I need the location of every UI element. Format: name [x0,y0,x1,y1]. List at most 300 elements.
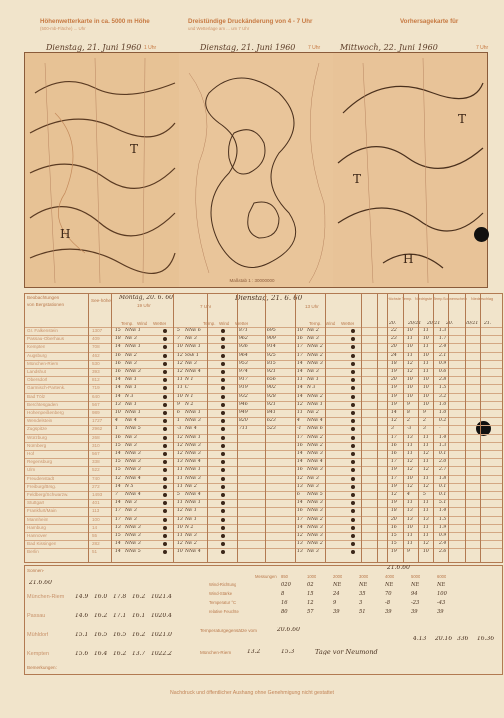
lower-station-value: 16.0 [94,594,108,600]
map3-low-symbol-1: T [353,172,362,186]
temp-1300: 16 [297,508,303,514]
wind-0700: N 1 [185,393,194,399]
wind-0700: N 2 [185,524,194,530]
min-temp: 11 [407,352,413,358]
station-name: Hamburg [27,524,46,530]
temp-day1: 16 [115,434,121,440]
map1-low-symbol: T [130,142,139,156]
min-temp: 2 [407,418,410,424]
station-name: Wendelstein [27,418,53,424]
temp-0700: 10 [177,344,183,350]
weather-symbol-icon [163,436,167,440]
wind-day1: NNE 3 [125,524,141,530]
map3-high-symbol: H [403,252,414,266]
weather-symbol-icon [163,370,167,374]
temp-day1: 15 [115,459,121,465]
station-name: Mannheim [27,516,49,522]
sunshine: 11 [423,533,429,538]
wind-1300: NNE 2 [307,541,323,547]
map-scale: Maßstab 1 : 30000000 [229,278,275,283]
temp-0700: 6 [177,410,180,415]
lower-station-value: 1022.2 [151,651,172,657]
wind-1300: NNE 2 [307,442,323,448]
lower-station-value: 1021.4 [151,594,172,600]
min-temp: 13 [407,516,413,522]
right-col-date: 20/21 [465,321,479,326]
header-forecast-time: 7 Uhr [476,45,489,51]
max-temp: 23 [391,336,397,342]
temp-day1: 15 [115,328,121,333]
wind-1300: NNE 2 [307,352,323,358]
temp-day1: 10 [115,410,121,415]
weather-symbol-icon [163,526,167,530]
station-height: 14 [92,524,98,530]
station-height: 1727 [92,418,103,424]
weather-symbol-icon [351,460,355,464]
right-col-date: 20/21 [427,321,441,326]
weather-symbol-icon [351,485,355,489]
min-temp: 11 [407,451,413,456]
day2-time1: 7 Uhr [200,304,212,309]
lower-station-value: 1021.0 [151,632,172,638]
twilight: 16.36 [477,636,495,642]
map-upper-air-drawing [25,53,179,287]
weather-symbol-icon [351,452,355,456]
met-height-header: 5000 [411,574,421,579]
munich-value-1: 13.2 [247,649,261,655]
temp-day1: 1 [115,426,118,432]
temp-day1: 14 [115,451,121,456]
met-value: 020 [281,582,291,588]
met-value: 12 [307,600,314,606]
station-name: Landshut [27,369,46,374]
pressure-station: 932 [239,393,248,399]
weather-symbol-icon [221,362,225,366]
lower-station-value: 15.6 [75,651,89,657]
met-value: 3 [359,600,363,606]
temp-1300: 17 [297,344,303,350]
min-temp: -3 [407,426,412,432]
sub-header: Wind [137,321,148,326]
header-pressure-date: Dienstag, 21. Juni 1960 [200,43,296,52]
temp-day1: 14 [115,385,121,391]
met-height-header: 4000 [385,574,395,579]
temp-1300: 13 [297,483,303,489]
station-height: 409 [92,336,100,342]
right-col-date: 20/21 [408,321,422,326]
header-pressure-change [188,18,338,52]
max-temp: 19 [391,500,397,506]
met-height-header: 1000 [307,574,317,579]
temp-1300: 11 [297,377,303,383]
pressure-station: 953 [239,360,248,366]
max-temp: 15 [391,533,397,538]
wind-0700: NNE 1 [185,467,201,473]
wind-0700: NE 2 [185,483,197,489]
precipitation: 1.0 [439,401,447,407]
sunrise: 4.13 [413,636,427,642]
precipitation: 0.9 [439,533,447,538]
sunshine: 11 [423,360,429,366]
wind-day1: NE 1 [125,401,137,407]
sunshine: 13 [423,516,429,522]
weather-symbol-icon [163,550,167,554]
met-value: 94 [411,591,418,597]
col-station-sub: von Bergstationen [27,302,65,307]
pressure-station: 919 [239,385,248,391]
weather-symbol-icon [351,550,355,554]
met-value: NE [411,582,420,588]
station-height: 989 [92,410,100,415]
wind-0700: NNE 6 [185,328,201,333]
temp-1300: 14 [297,459,303,465]
min-temp: 10 [407,328,413,333]
sunshine: 11 [423,500,429,506]
temp-day1: 15 [115,467,121,473]
station-name: Hohenpeißenberg [27,410,64,415]
temp-day1: 12 [115,475,121,481]
lower-date: 21.6.60 [29,580,52,586]
lower-left-title: Sonnen- [27,568,45,573]
temp-date: 20.6.60 [277,627,300,633]
temp-0700: 11 [177,500,183,506]
met-value: NE [333,582,342,588]
sub-header: Wetter [341,321,355,326]
sunshine: 2 [423,418,426,424]
wind-day1: NE 3 [125,360,137,366]
wind-0700: C [185,385,189,391]
station-height: 272 [92,483,100,489]
met-height-header: 6000 [437,574,447,579]
temp-0700: 11 [177,377,183,383]
sub-header: Wind [325,321,336,326]
station-height: 113 [92,508,100,514]
temp-0700: 11 [177,533,183,538]
met-date: 21.6.60 [387,565,410,571]
temp-0700: 5 [177,328,180,333]
min-temp: 9 [407,549,410,555]
sunshine: 3 [423,426,426,432]
temp-day1: 17 [115,516,121,522]
weather-symbol-icon [163,386,167,390]
temp-1300: 14 [297,500,303,506]
weather-symbol-icon [163,419,167,423]
sunshine: 11 [423,344,429,350]
met-value: 15 [307,591,314,597]
precipitation: 5.1 [439,500,447,506]
weather-symbol-icon [351,518,355,522]
max-temp: 15 [391,541,397,547]
wind-1300: NNE 2 [307,434,323,440]
wind-day1: NNE 3 [125,451,141,456]
lower-station-value: 16.5 [113,632,127,638]
temp-1300: 4 [297,418,300,424]
met-row-label: Temperatur °C [209,600,237,605]
met-value: 39 [411,609,418,615]
temp-day1: 14 [115,549,121,555]
temp-1300: 6 [297,492,300,497]
temp-1300: 14 [297,360,303,366]
sub-header: Temp. [203,321,216,326]
map-upper-air [25,53,180,287]
met-value: NE [437,582,446,588]
wind-1300: NNE 2 [307,344,323,350]
header-upper-air-date: Dienstag, 21. Juni 1960 [46,43,142,52]
min-temp: 12 [407,360,413,366]
precipitation: 0.9 [439,360,447,366]
temp-1300: 14 [297,524,303,530]
wind-1300: NE 1 [307,377,319,383]
pressure-height: 902 [267,385,276,391]
sunshine: 11 [423,369,429,374]
met-value: 9 [333,600,337,606]
min-temp: 10 [407,393,413,399]
right-header: Niederschlag [471,297,494,301]
station-height: 640 [92,393,100,399]
wind-1300: NNE 6 [307,426,323,432]
weather-symbol-icon [351,411,355,415]
station-height: 740 [92,475,100,481]
wind-0700: NNE 4 [185,369,201,374]
temp-label: Temperaturgegensätze vom [200,628,257,633]
max-temp: 17 [391,475,397,481]
min-temp: 9 [407,401,410,407]
min-temp: 10 [407,377,413,383]
header-upper-air-sub: (500-mb-Fläche) ... Uhr [40,26,86,32]
weather-symbol-icon [221,329,225,333]
munich-label: München-Riem [200,650,232,655]
temp-0700: 12 [177,442,183,448]
temp-0700: 12 [177,434,183,440]
temp-0700: 12 [177,508,183,514]
day2-title: Dienstag, 21. 6. 60 [235,295,303,301]
temp-1300: 14 [297,393,303,399]
min-temp: 12 [407,483,413,489]
weather-symbol-icon [221,542,225,546]
header-pressure-time: 7 Uhr [308,45,321,51]
weather-symbol-icon [163,329,167,333]
min-temp: 11 [407,533,413,538]
wind-1300: NNE 2 [307,393,323,399]
sunshine: 11 [423,442,429,448]
temp-0700: 5 [177,492,180,497]
max-temp: 20 [391,377,397,383]
temp-day1: 14 [115,344,121,350]
weather-symbol-icon [221,378,225,382]
weather-symbol-icon [221,485,225,489]
station-name: Freudenstadt [27,475,55,481]
sunshine: 5 [423,492,426,497]
day2-time2: 13 Uhr [305,304,319,309]
wind-0700: N 1 [185,377,194,383]
wind-1300: NE 3 [307,369,319,374]
wind-day1: NE 3 [125,516,137,522]
lower-section [24,565,503,675]
station-height: 401 [92,500,100,506]
lower-station-value: 17.8 [113,594,127,600]
max-temp: 16 [391,451,397,456]
temp-day1: 13 [115,401,121,407]
right-header: Sonnenschein [443,297,468,301]
max-temp: 12 [391,418,397,424]
temp-day1: 17 [115,508,121,514]
punch-hole-upper [474,227,489,242]
right-col-date: 20. [389,321,397,326]
temp-1300: 14 [297,451,303,456]
station-name: Regensburg [27,459,53,465]
col-height: See-höhe [91,298,111,303]
met-value: 51 [359,609,366,615]
weather-symbol-icon [221,501,225,505]
pressure-height: 925 [267,352,276,358]
station-name: Bad Kissingen [27,541,57,547]
map-forecast [333,53,487,287]
min-temp: 12 [407,467,413,473]
col-station-title: Beobachtungen [27,295,60,300]
day1-title: Montag, 20. 6. 60 [119,295,173,301]
right-col-date: 20. [446,321,454,326]
lower-station-name: Mühldorf [27,632,49,638]
wind-day1: NE 3 [125,336,137,342]
weather-symbol-icon [221,460,225,464]
temp-0700: 10 [177,549,183,555]
wind-day1: NE 1 [125,377,137,383]
max-temp: 16 [391,442,397,448]
wind-0700: NE 3 [185,533,197,538]
station-name: Nürnberg [27,442,47,448]
precipitation: 0.1 [439,451,447,456]
min-temp: 11 [407,500,413,506]
temp-1300: 14 [297,369,303,374]
precipitation: 0.2 [439,418,447,424]
wind-1300: NNE 3 [307,451,323,456]
sub-header: Wetter [153,321,167,326]
wind-0700: NNE 3 [185,418,201,424]
wind-day1: NNE 4 [125,492,141,497]
temp-1300: 17 [297,516,303,522]
station-name: Berlin [27,549,39,555]
station-name: Frankfurt/Main [27,508,57,514]
temp-1300: 12 [297,401,303,407]
station-name: Augsburg [27,352,47,358]
map3-low-symbol-2: T [458,112,467,126]
temp-0700: 12 [177,369,183,374]
weather-symbol-icon [351,329,355,333]
wind-1300: NNE 4 [307,459,323,465]
sunshine: 10 [423,377,429,383]
sunshine: 11 [423,328,429,333]
table-grid-line [295,294,296,562]
wind-1300: NE 2 [307,328,319,333]
max-temp: 19 [391,467,397,473]
lower-station-value: 15.1 [75,632,89,638]
min-temp: 11 [407,336,413,342]
station-name: Zugspitze [27,426,47,432]
max-temp: 3 [391,426,394,432]
weather-symbol-icon [163,542,167,546]
wind-0700: NNE 1 [185,434,201,440]
temp-0700: 11 [177,475,183,481]
precipitation: 3.2 [439,393,447,399]
station-height: 1307 [92,328,103,333]
temp-0700: 13 [177,459,183,465]
table-grid-line [433,294,434,562]
sub-header: Temp. [309,321,322,326]
table-grid-line [325,294,326,562]
sunshine: 10 [423,401,429,407]
station-height: 812 [92,377,100,383]
station-height: 1493 [92,492,103,497]
sunshine: 10 [423,393,429,399]
pressure-station: 964 [239,352,248,358]
weather-symbol-icon [163,345,167,349]
weather-symbol-icon [163,427,167,431]
temp-0700: 11 [177,467,183,473]
weather-symbol-icon [163,493,167,497]
temp-0700: 9 [177,401,180,407]
weather-symbol-icon [163,411,167,415]
temp-day1: 13 [115,524,121,530]
pressure-station: 946 [239,401,248,407]
wind-day1: NNE 1 [125,328,141,333]
pressure-station: 962 [239,336,248,342]
weather-symbol-icon [351,436,355,440]
temp-1300: 16 [297,336,303,342]
table-grid-line [173,294,174,562]
sub-header: Temp. [121,321,134,326]
precipitation: 1.3 [439,442,447,448]
max-temp: 14 [391,410,397,415]
met-value: 100 [437,591,447,597]
station-height: 55 [92,533,98,538]
munich-value-2: 15.3 [281,649,295,655]
met-value: 39 [333,609,340,615]
station-name: Kempten [27,344,46,350]
temp-1300: 14 [297,385,303,391]
pressure-height: 623 [267,418,276,424]
station-name: Hannover [27,533,47,538]
right-col-date: 21. [484,321,492,326]
lower-station-name: München-Riem [27,594,65,600]
station-name: Garmisch-Partenk. [27,385,66,391]
weather-symbol-icon [163,403,167,407]
met-row-label: Wind-Stärke [209,591,233,596]
wind-day1: NNE 3 [125,541,141,547]
min-temp: 13 [407,508,413,514]
station-name: Hof [27,451,35,456]
station-name: Passau-Oberhaus [27,336,65,342]
temp-0700: 12 [177,451,183,456]
pressure-height: 928 [267,393,276,399]
min-temp: 12 [407,369,413,374]
station-name: Bad Tölz [27,393,46,399]
weather-symbol-icon [221,403,225,407]
sunshine: 11 [423,475,429,481]
wind-day1: N 3 [125,393,134,399]
sunshine: 12 [423,541,429,547]
table-grid-line [377,294,378,562]
table-grid-line [480,294,481,562]
precipitation: 1.5 [439,516,447,522]
wind-1300: NE 3 [307,336,319,342]
met-value: 57 [307,609,314,615]
sunshine: 12 [423,467,429,473]
weather-symbol-icon [163,468,167,472]
temp-day1: 18 [115,336,121,342]
weather-symbol-icon [163,444,167,448]
weather-symbol-icon [221,493,225,497]
min-temp: 10 [407,475,413,481]
